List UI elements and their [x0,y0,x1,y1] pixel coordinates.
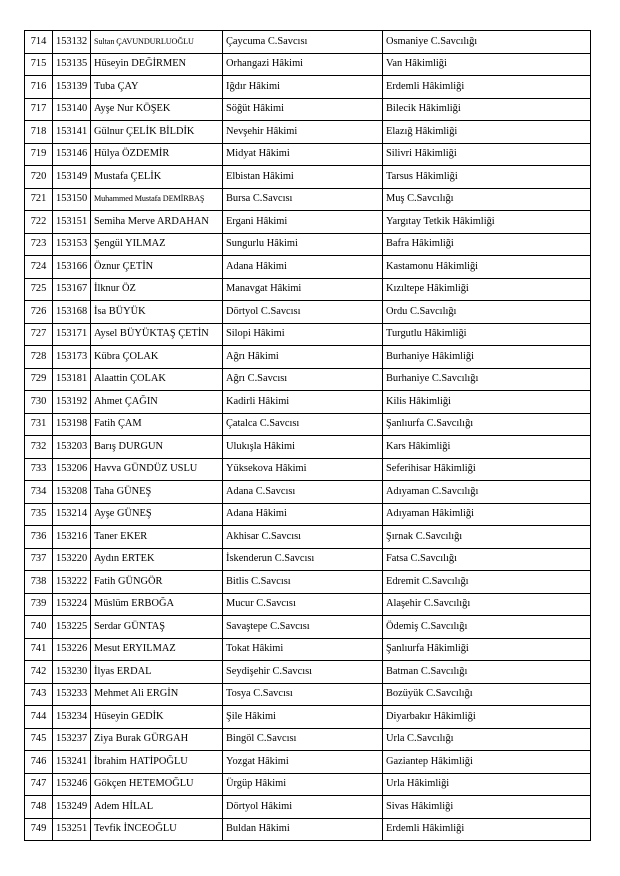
table-row [25,503,591,526]
current-post: Bursa C.Savcısı [223,188,383,211]
current-post: Nevşehir Hâkimi [223,121,383,144]
current-post: Sungurlu Hâkimi [223,233,383,256]
current-post: Ağrı Hâkimi [223,346,383,369]
person-name: Taha GÜNEŞ [91,481,223,504]
current-post: Yozgat Hâkimi [223,751,383,774]
current-post: Dörtyol Hâkimi [223,796,383,819]
new-post: Erdemli Hâkimliği [383,76,591,99]
row-number: 733 [25,458,53,481]
current-post: Buldan Hâkimi [223,818,383,841]
person-name: Mustafa ÇELİK [91,166,223,189]
row-number: 727 [25,323,53,346]
registry-number: 153173 [53,346,91,369]
registry-number: 153251 [53,818,91,841]
registry-number: 153216 [53,526,91,549]
new-post: Osmaniye C.Savcılığı [383,31,591,54]
row-number: 742 [25,661,53,684]
registry-number: 153153 [53,233,91,256]
table-row [25,751,591,774]
current-post: Adana C.Savcısı [223,481,383,504]
current-post: Orhangazi Hâkimi [223,53,383,76]
person-name: İsa BÜYÜK [91,301,223,324]
person-name: Fatih GÜNGÖR [91,571,223,594]
new-post: Şırnak C.Savcılığı [383,526,591,549]
row-number: 717 [25,98,53,121]
current-post: Kadirli Hâkimi [223,391,383,414]
person-name: Şengül YILMAZ [91,233,223,256]
new-post: Yargıtay Tetkik Hâkimliği [383,211,591,234]
row-number: 724 [25,256,53,279]
new-post: Erdemli Hâkimliği [383,818,591,841]
table-row [25,98,591,121]
row-number: 738 [25,571,53,594]
registry-number: 153222 [53,571,91,594]
table-row [25,458,591,481]
new-post: Seferihisar Hâkimliği [383,458,591,481]
table-row [25,728,591,751]
table-row [25,526,591,549]
person-name: Tuba ÇAY [91,76,223,99]
current-post: Çaycuma C.Savcısı [223,31,383,54]
person-name: İlknur ÖZ [91,278,223,301]
person-name: Ahmet ÇAĞIN [91,391,223,414]
current-post: Bingöl C.Savcısı [223,728,383,751]
registry-number: 153168 [53,301,91,324]
registry-number: 153167 [53,278,91,301]
row-number: 743 [25,683,53,706]
new-post: Ödemiş C.Savcılığı [383,616,591,639]
table-row [25,706,591,729]
registry-number: 153224 [53,593,91,616]
person-name: Hüseyin DEĞİRMEN [91,53,223,76]
row-number: 745 [25,728,53,751]
current-post: Mucur C.Savcısı [223,593,383,616]
new-post: Adıyaman C.Savcılığı [383,481,591,504]
person-name: Ziya Burak GÜRGAH [91,728,223,751]
new-post: Alaşehir C.Savcılığı [383,593,591,616]
row-number: 726 [25,301,53,324]
table-row [25,256,591,279]
row-number: 722 [25,211,53,234]
table-row [25,31,591,54]
registry-number: 153246 [53,773,91,796]
registry-number: 153230 [53,661,91,684]
person-name: Serdar GÜNTAŞ [91,616,223,639]
registry-number: 153234 [53,706,91,729]
row-number: 723 [25,233,53,256]
table-row [25,346,591,369]
registry-number: 153208 [53,481,91,504]
row-number: 741 [25,638,53,661]
table-row [25,818,591,841]
person-name: Mesut ERYILMAZ [91,638,223,661]
table-row [25,571,591,594]
registry-number: 153149 [53,166,91,189]
person-name: Barış DURGUN [91,436,223,459]
row-number: 747 [25,773,53,796]
table-row [25,121,591,144]
current-post: Adana Hâkimi [223,503,383,526]
person-name: Ayşe Nur KÖŞEK [91,98,223,121]
current-post: Yüksekova Hâkimi [223,458,383,481]
row-number: 737 [25,548,53,571]
table-row [25,391,591,414]
row-number: 749 [25,818,53,841]
new-post: Edremit C.Savcılığı [383,571,591,594]
person-name: Gökçen HETEMOĞLU [91,773,223,796]
current-post: İskenderun C.Savcısı [223,548,383,571]
row-number: 730 [25,391,53,414]
row-number: 732 [25,436,53,459]
row-number: 736 [25,526,53,549]
new-post: Burhaniye C.Savcılığı [383,368,591,391]
person-name: Mehmet Ali ERGİN [91,683,223,706]
new-post: Kilis Hâkimliği [383,391,591,414]
table-row [25,76,591,99]
table-row [25,683,591,706]
table-row [25,301,591,324]
row-number: 720 [25,166,53,189]
person-name: İlyas ERDAL [91,661,223,684]
registry-number: 153139 [53,76,91,99]
current-post: Midyat Hâkimi [223,143,383,166]
person-name: Sultan ÇAVUNDURLUOĞLU [91,31,223,54]
table-row [25,548,591,571]
table-row [25,188,591,211]
registry-number: 153249 [53,796,91,819]
registry-number: 153225 [53,616,91,639]
new-post: Kars Hâkimliği [383,436,591,459]
table-row [25,436,591,459]
table-row [25,143,591,166]
registry-number: 153226 [53,638,91,661]
current-post: Ergani Hâkimi [223,211,383,234]
new-post: Ordu C.Savcılığı [383,301,591,324]
table-row [25,323,591,346]
row-number: 739 [25,593,53,616]
table-row [25,278,591,301]
current-post: Elbistan Hâkimi [223,166,383,189]
row-number: 746 [25,751,53,774]
new-post: Urla Hâkimliği [383,773,591,796]
new-post: Şanlıurfa Hâkimliği [383,638,591,661]
table-row [25,211,591,234]
current-post: Akhisar C.Savcısı [223,526,383,549]
new-post: Burhaniye Hâkimliği [383,346,591,369]
person-name: Gülnur ÇELİK BİLDİK [91,121,223,144]
current-post: Adana Hâkimi [223,256,383,279]
new-post: Bilecik Hâkimliği [383,98,591,121]
person-name: Öznur ÇETİN [91,256,223,279]
current-post: Manavgat Hâkimi [223,278,383,301]
new-post: Diyarbakır Hâkimliği [383,706,591,729]
table-row [25,638,591,661]
person-name: Havva GÜNDÜZ USLU [91,458,223,481]
new-post: Adıyaman Hâkimliği [383,503,591,526]
table-row [25,796,591,819]
registry-number: 153237 [53,728,91,751]
person-name: Fatih ÇAM [91,413,223,436]
current-post: Silopi Hâkimi [223,323,383,346]
new-post: Turgutlu Hâkimliği [383,323,591,346]
current-post: Çatalca C.Savcısı [223,413,383,436]
table-row [25,593,591,616]
row-number: 715 [25,53,53,76]
new-post: Bafra Hâkimliği [383,233,591,256]
new-post: Elazığ Hâkimliği [383,121,591,144]
new-post: Urla C.Savcılığı [383,728,591,751]
current-post: Şile Hâkimi [223,706,383,729]
new-post: Tarsus Hâkimliği [383,166,591,189]
table-row [25,368,591,391]
new-post: Gaziantep Hâkimliği [383,751,591,774]
registry-number: 153141 [53,121,91,144]
current-post: Dörtyol C.Savcısı [223,301,383,324]
row-number: 735 [25,503,53,526]
registry-number: 153132 [53,31,91,54]
registry-number: 153192 [53,391,91,414]
registry-number: 153146 [53,143,91,166]
registry-number: 153214 [53,503,91,526]
registry-number: 153241 [53,751,91,774]
table-row [25,53,591,76]
registry-number: 153166 [53,256,91,279]
person-name: Taner EKER [91,526,223,549]
table-row [25,233,591,256]
row-number: 740 [25,616,53,639]
person-name: Müslüm ERBOĞA [91,593,223,616]
current-post: Ağrı C.Savcısı [223,368,383,391]
person-name: Tevfik İNCEOĞLU [91,818,223,841]
current-post: Söğüt Hâkimi [223,98,383,121]
row-number: 716 [25,76,53,99]
row-number: 728 [25,346,53,369]
new-post: Kızıltepe Hâkimliği [383,278,591,301]
row-number: 748 [25,796,53,819]
new-post: Fatsa C.Savcılığı [383,548,591,571]
current-post: Tosya C.Savcısı [223,683,383,706]
registry-number: 153233 [53,683,91,706]
person-name: İbrahim HATİPOĞLU [91,751,223,774]
person-name: Semiha Merve ARDAHAN [91,211,223,234]
current-post: Seydişehir C.Savcısı [223,661,383,684]
person-name: Aysel BÜYÜKTAŞ ÇETİN [91,323,223,346]
current-post: Iğdır Hâkimi [223,76,383,99]
current-post: Savaştepe C.Savcısı [223,616,383,639]
row-number: 725 [25,278,53,301]
table-row [25,773,591,796]
new-post: Batman C.Savcılığı [383,661,591,684]
row-number: 734 [25,481,53,504]
row-number: 718 [25,121,53,144]
row-number: 721 [25,188,53,211]
registry-number: 153203 [53,436,91,459]
registry-number: 153171 [53,323,91,346]
new-post: Sivas Hâkimliği [383,796,591,819]
row-number: 714 [25,31,53,54]
current-post: Ulukışla Hâkimi [223,436,383,459]
registry-number: 153151 [53,211,91,234]
new-post: Silivri Hâkimliği [383,143,591,166]
person-name: Kübra ÇOLAK [91,346,223,369]
person-name: Ayşe GÜNEŞ [91,503,223,526]
current-post: Tokat Hâkimi [223,638,383,661]
table-row [25,166,591,189]
row-number: 731 [25,413,53,436]
new-post: Bozüyük C.Savcılığı [383,683,591,706]
person-name: Adem HİLAL [91,796,223,819]
new-post: Şanlıurfa C.Savcılığı [383,413,591,436]
registry-number: 153140 [53,98,91,121]
table-row [25,616,591,639]
registry-number: 153198 [53,413,91,436]
row-number: 729 [25,368,53,391]
registry-number: 153150 [53,188,91,211]
new-post: Muş C.Savcılığı [383,188,591,211]
table-row [25,481,591,504]
registry-number: 153181 [53,368,91,391]
row-number: 719 [25,143,53,166]
registry-number: 153220 [53,548,91,571]
table-row [25,661,591,684]
current-post: Ürgüp Hâkimi [223,773,383,796]
person-name: Hüseyin GEDİK [91,706,223,729]
person-name: Muhammed Mustafa DEMİRBAŞ [91,188,223,211]
row-number: 744 [25,706,53,729]
registry-number: 153135 [53,53,91,76]
person-name: Alaattin ÇOLAK [91,368,223,391]
new-post: Van Hâkimliği [383,53,591,76]
appointment-table [24,30,591,841]
person-name: Aydın ERTEK [91,548,223,571]
table-row [25,413,591,436]
table-body [25,31,591,841]
current-post: Bitlis C.Savcısı [223,571,383,594]
registry-number: 153206 [53,458,91,481]
new-post: Kastamonu Hâkimliği [383,256,591,279]
person-name: Hülya ÖZDEMİR [91,143,223,166]
